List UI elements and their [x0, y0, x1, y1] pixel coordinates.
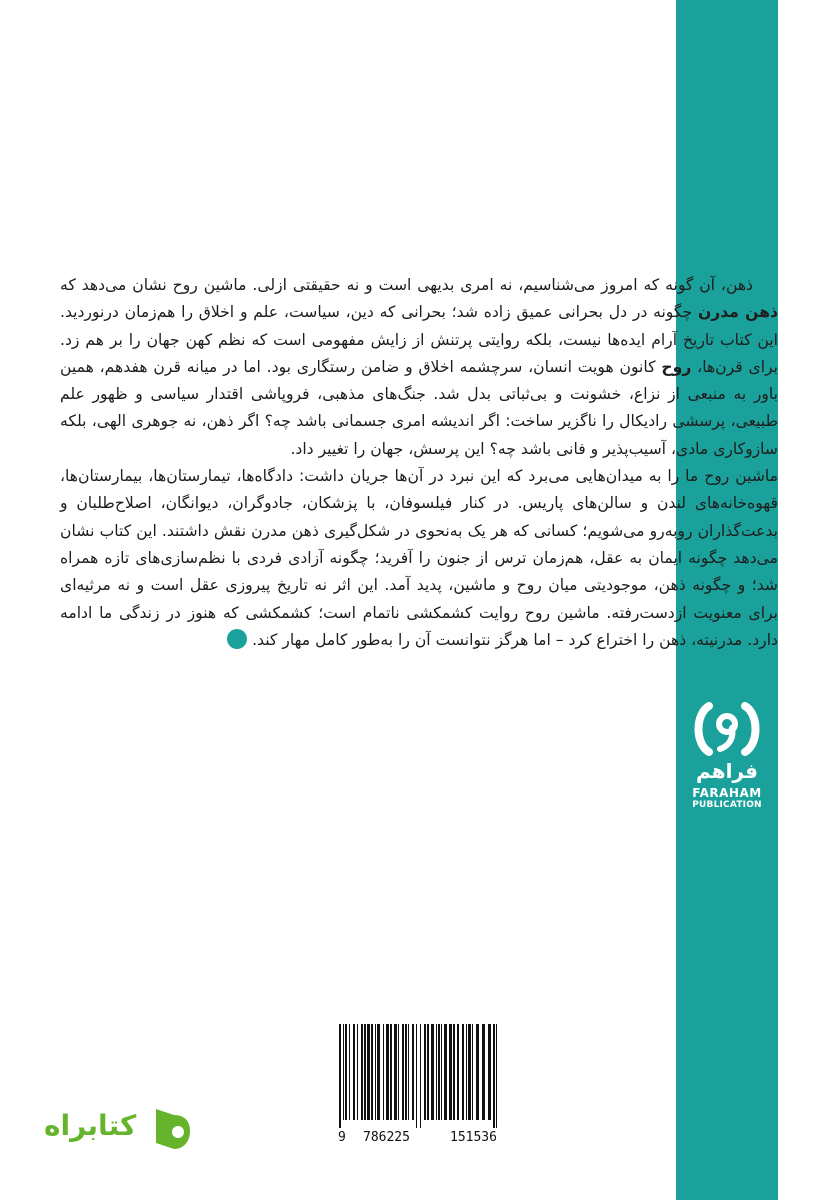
blurb-end: کانون هویت انسان، سرچشمه اخلاق و ضامن رستگاری بود. اما در میانه قرن هفدهم، همین باور به منبعی از نزاع، خشونت و بی‌ثباتی بدل شد. جنگ‌های مذهبی، فروپاشی اقتدار سیاسی و ظهور علم طبیعی، پرسشی رادیکال را ناگزیر ساخت: اگر اندیشه امری جسمانی باشد چه؟ اگر ذهن، نه جوهری الهی، بلکه سازوکاری مادی، آسیب‌پذیر و فانی باشد چه؟ این پرسش، جهان را تغییر داد.	[60, 357, 778, 458]
barcode-bar	[420, 1024, 421, 1128]
barcode-bar	[453, 1024, 455, 1120]
bullet-dot-end	[227, 629, 247, 649]
blurb-middle: چگونه در دل بحرانی عمیق زاده شد؛ بحرانی که دین، سیاست، علم و اخلاق را هم‌زمان درنوردید. این کتاب تاریخ آرام ایده‌ها نیست، بلکه روایتی پرتنش از زایش مفهومی است که نظم کهن جهان را بر هم زد. برای قرن‌ها،	[60, 303, 778, 376]
barcode-bar	[394, 1024, 397, 1120]
barcode-bar	[468, 1024, 471, 1120]
ketabrah-wordmark: کتابراه	[44, 1109, 137, 1142]
barcode-bar	[361, 1024, 363, 1120]
faraham-logo-icon	[689, 700, 765, 758]
blurb-second: ماشین روح ما را به میدان‌هایی می‌برد که این نبرد در آن‌ها جریان داشت: دادگاه‌ها، تیمارستان‌ها، بیمارستان‌ها، قهوه‌خانه‌های لندن و سالن‌های پاریس. در کنار فیلسوفان، با پزشکان، جادوگران، دیوانگان، اصلاح‌طلبان و بدعت‌گذاران روبه‌رو می‌شویم؛ کسانی که هر یک به‌نحوی در شکل‌گیری ذهن مدرن نقش داشتند. این کتاب نشان می‌دهد چگونه ایمان به عقل، هم‌زمان ترس از جنون را آفرید؛ چگونه آزادی فردی با نظم‌سازی‌های تازه همراه شد؛ و چگونه ذهن، موجودیتی میان روح و ماشین، پدید آمد. این اثر نه تاریخ پیروزی عقل است و نه مرثیه‌ای برای معنویت ازدست‌رفته. ماشین روح روایت کشمکشی ناتمام است؛ کشمکشی که هنوز در زندگی ما ادامه دارد. مدرنیته، ذهن را اختراع کرد – اما هرگز نتوانست آن را به‌طور کامل مهار کند.	[60, 467, 778, 649]
ketabrah-book-icon	[152, 1105, 192, 1153]
barcode-bar	[436, 1024, 437, 1120]
back-cover-blurb	[60, 272, 778, 654]
publisher-logo	[676, 700, 778, 811]
publisher-subtitle-en: PUBLICATION	[692, 800, 762, 810]
barcode-bar	[343, 1024, 344, 1120]
barcode-bar	[427, 1024, 429, 1120]
isbn-group-2: 151536	[450, 1130, 497, 1145]
barcode-bar	[405, 1024, 407, 1120]
blurb-paragraph-2	[60, 463, 778, 654]
barcode-bar	[424, 1024, 426, 1120]
barcode-bar	[449, 1024, 452, 1120]
barcode-bar	[416, 1024, 417, 1128]
ketabrah-logo	[44, 1105, 194, 1165]
barcode-bar	[444, 1024, 447, 1120]
blurb-bold-soul: روح	[661, 357, 692, 376]
barcode-bar	[364, 1024, 366, 1120]
blurb-intro: ذهن، آن گونه که امروز می‌شناسیم، نه امری بدیهی است و نه حقیقتی ازلی. ماشین روح نشان می‌دهد که	[60, 276, 753, 294]
barcode-bar	[390, 1024, 392, 1120]
barcode-bar	[466, 1024, 467, 1120]
barcode-bar	[375, 1024, 376, 1120]
barcode-bar	[438, 1024, 440, 1120]
barcode-bar	[457, 1024, 459, 1120]
barcode-bar	[496, 1024, 497, 1128]
barcode-bar	[462, 1024, 464, 1120]
barcode-bar	[345, 1024, 347, 1120]
barcode-bar	[493, 1024, 495, 1128]
barcode-bar	[412, 1024, 414, 1120]
barcode-bar	[408, 1024, 409, 1120]
blurb-paragraph-1	[60, 272, 778, 463]
barcode-bar	[371, 1024, 373, 1120]
publisher-name-en: FARAHAM	[692, 786, 762, 800]
barcode-bar	[402, 1024, 404, 1120]
bullet-dot-start	[758, 274, 778, 294]
publisher-name-fa: فراهم	[696, 759, 758, 783]
barcode-bar	[349, 1024, 350, 1120]
barcode-bar	[476, 1024, 479, 1120]
barcode-bar	[398, 1024, 399, 1120]
barcode-bar	[482, 1024, 485, 1120]
barcode-bar	[431, 1024, 434, 1120]
barcode-bar	[383, 1024, 384, 1120]
barcode-bar	[339, 1024, 341, 1128]
barcode-bars	[325, 1018, 513, 1130]
barcode-bar	[353, 1024, 355, 1120]
barcode-bar	[441, 1024, 442, 1120]
barcode-bar	[386, 1024, 389, 1120]
barcode-bar	[488, 1024, 491, 1120]
barcode-bar	[472, 1024, 473, 1120]
isbn-lead-digit: 9	[338, 1130, 346, 1145]
blurb-bold-modern-mind: ذهن مدرن	[697, 303, 779, 322]
barcode-bar	[367, 1024, 370, 1120]
barcode-bar	[377, 1024, 380, 1120]
isbn-group-1: 786225	[363, 1130, 410, 1145]
isbn-number	[338, 1130, 508, 1150]
barcode-bar	[357, 1024, 358, 1120]
